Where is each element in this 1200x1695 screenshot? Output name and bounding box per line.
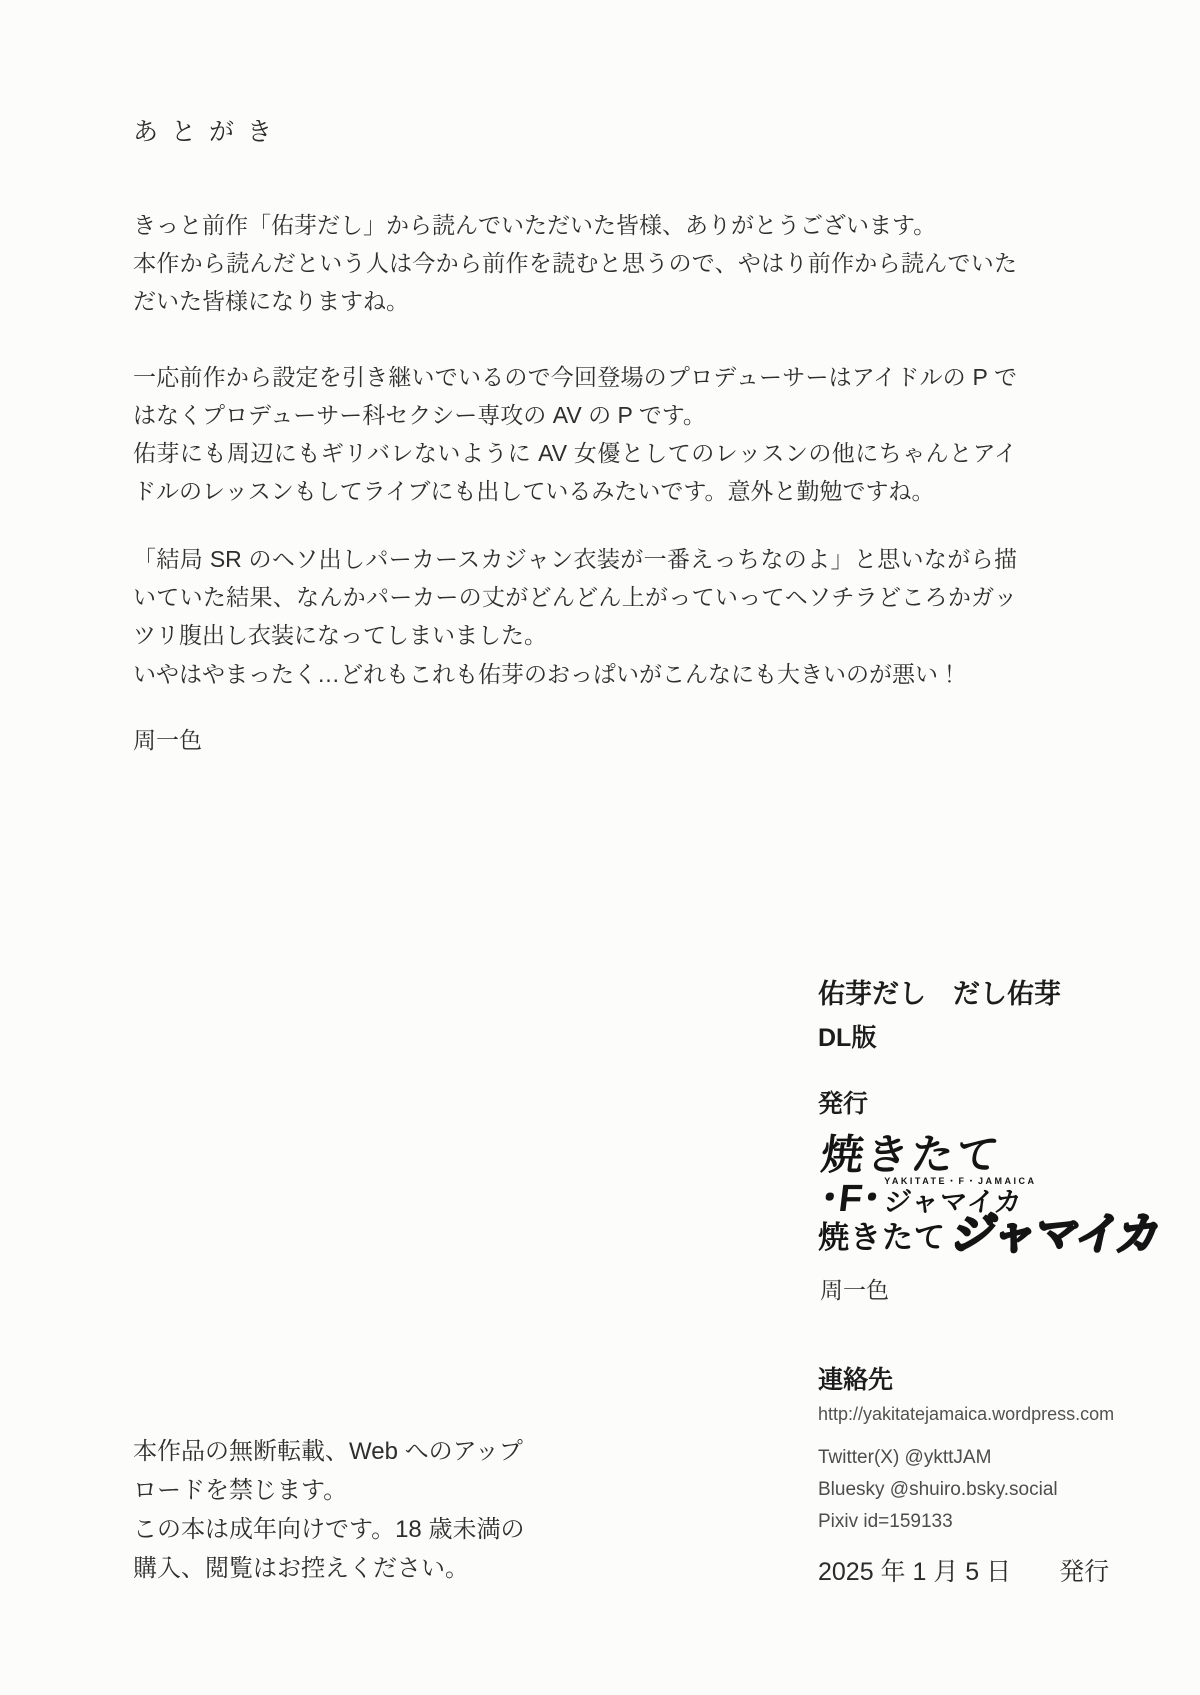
circle-logo-romaji: YAKITATE・F・JAMAICA <box>884 1176 1037 1186</box>
circle-logo-main-text: 焼きたて <box>818 1131 1005 1178</box>
circle-logo-alt-katakana: ジャマイカ <box>946 1209 1165 1259</box>
reprint-notice-line: 購入、閲覧はお控えください。 <box>133 1555 469 1582</box>
paragraph-line: 佑芽にも周辺にもギリバレないように AV 女優としてのレッスンの他にちゃんとアイドルのレッスンもしてライブにも出しているみたいです。意外と勤勉ですね。 <box>133 440 1017 504</box>
publish-date: 2025 年 1 月 5 日 <box>818 1558 1012 1586</box>
afterword-paragraph-4 <box>133 655 1017 693</box>
contact-heading: 連絡先 <box>818 1366 894 1394</box>
afterword-paragraph-2 <box>133 358 1017 510</box>
afterword-heading: あとがき <box>133 118 286 146</box>
edition-label: DL版 <box>818 1024 877 1052</box>
circle-logo-f-mark: ･F･ <box>817 1177 884 1220</box>
website-url: http://yakitatejamaica.wordpress.com <box>818 1404 1115 1424</box>
paragraph-line: 「結局 SR のヘソ出しパーカースカジャン衣装が一番えっちなのよ」と思いながら描いていた結果、なんかパーカーの丈がどんどん上がっていってヘソチラどころかガッツリ腹出し衣装になってしまいました。 <box>133 546 1017 648</box>
bluesky-handle: Bluesky @shuiro.bsky.social <box>818 1479 1058 1500</box>
circle-logo-alt-main: 焼きたて <box>818 1220 946 1255</box>
author-name: 周一色 <box>820 1277 889 1303</box>
twitter-handle: Twitter(X) @ykttJAM <box>818 1447 992 1468</box>
author-signature: 周一色 <box>133 727 202 753</box>
publisher-heading: 発行 <box>818 1090 869 1118</box>
reprint-notice <box>133 1432 524 1588</box>
paragraph-line: いやはやまったく…どれもこれも佑芽のおっぱいがこんなにも大きいのが悪い！ <box>133 661 961 687</box>
publish-date-line <box>818 1552 1109 1588</box>
paragraph-line: 一応前作から設定を引き継いでいるので今回登場のプロデューサーはアイドルの P ではなくプロデューサー科セクシー専攻の AV の P です。 <box>133 364 1017 428</box>
circle-logo-yakitate-f-jamaica <box>818 1122 1037 1218</box>
afterword-paragraph-3 <box>133 540 1017 654</box>
circle-logo-alt <box>818 1209 1165 1259</box>
reprint-notice-line: ロードを禁じます。 <box>133 1477 348 1504</box>
reprint-notice-line: この本は成年向けです。18 歳未満の <box>133 1516 525 1543</box>
afterword-paragraph-1 <box>133 206 1017 320</box>
paragraph-line: 本作から読んだという人は今から前作を読むと思うので、やはり前作から読んでいただいた皆様になりますね。 <box>133 250 1017 314</box>
book-title: 佑芽だし だし佑芽 <box>818 979 1061 1009</box>
circle-logo-katakana: ジャマイカ <box>882 1187 1025 1217</box>
publish-suffix: 発行 <box>1059 1558 1110 1586</box>
pixiv-id: Pixiv id=159133 <box>818 1511 953 1532</box>
paragraph-line: きっと前作「佑芽だし」から読んでいただいた皆様、ありがとうございます。 <box>133 212 937 238</box>
reprint-notice-line: 本作品の無断転載、Web へのアップ <box>133 1438 523 1465</box>
